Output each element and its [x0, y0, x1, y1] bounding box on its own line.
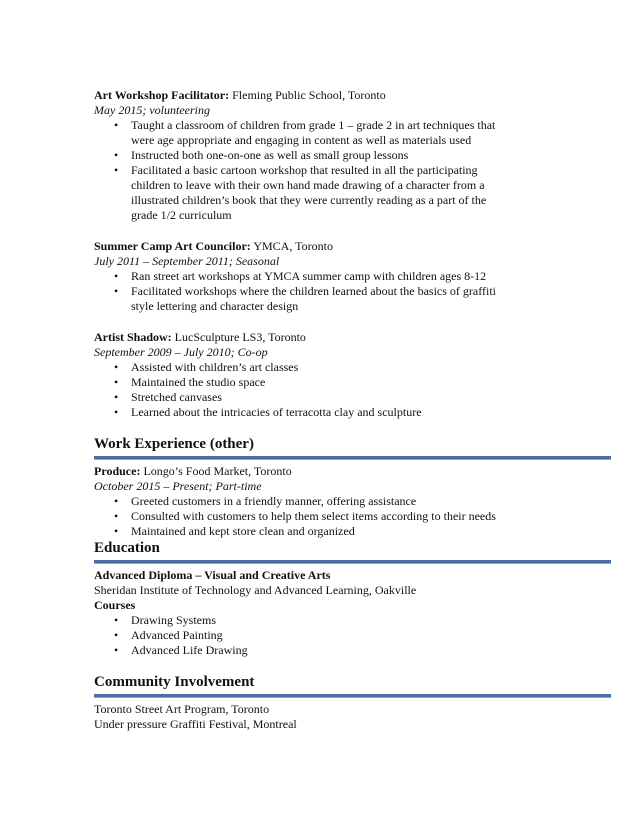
entry-bullets [94, 118, 614, 223]
bullet-item [94, 284, 614, 314]
bullet-text: illustrated children’s book that they were currently reading as a part of the [131, 193, 487, 207]
entry-title [94, 464, 614, 479]
bullet-text: grade 1/2 curriculum [131, 208, 232, 222]
section-heading-education: Education [94, 540, 160, 556]
section-heading-community: Community Involvement [94, 674, 255, 690]
bullet-item: • Assisted with children’s art classes [94, 360, 614, 375]
bullet-item: • Greeted customers in a friendly manner, offering assistance [94, 494, 614, 509]
entry-meta: May 2015; volunteering [94, 103, 210, 117]
course-item: • Drawing Systems [94, 613, 614, 628]
entry-role: Artist Shadow: [94, 330, 172, 344]
entry-bullets [94, 269, 614, 314]
community-item: Under pressure Graffiti Festival, Montreal [94, 717, 297, 731]
bullet-text: children to leave with their own hand made drawing of a character from a [131, 178, 485, 192]
bullet-item: • Ran street art workshops at YMCA summer camp with children ages 8-12 [94, 269, 614, 284]
section-rule [94, 456, 611, 460]
section-heading-work-other: Work Experience (other) [94, 436, 254, 452]
courses-label: Courses [94, 598, 136, 612]
entry-meta: October 2015 – Present; Part-time [94, 479, 262, 493]
bullet-item: • Maintained the studio space [94, 375, 614, 390]
degree-title: Advanced Diploma – Visual and Creative Arts [94, 568, 331, 582]
entry-role: Summer Camp Art Councilor: [94, 239, 251, 253]
entry-title [94, 330, 614, 345]
entry-org: YMCA, Toronto [250, 239, 333, 253]
entry-bullets [94, 360, 614, 420]
course-item: • Advanced Painting [94, 628, 614, 643]
entry-title [94, 239, 614, 254]
entry-bullets [94, 494, 614, 539]
course-list [94, 613, 614, 658]
bullet-item: • Maintained and kept store clean and organized [94, 524, 614, 539]
bullet-item [94, 163, 614, 223]
entry-meta: September 2009 – July 2010; Co-op [94, 345, 268, 359]
bullet-item: • Learned about the intricacies of terracotta clay and sculpture [94, 405, 614, 420]
community-item: Toronto Street Art Program, Toronto [94, 702, 270, 716]
section-rule [94, 560, 611, 564]
bullet-item: • Instructed both one-on-one as well as small group lessons [94, 148, 614, 163]
bullet-text: Taught a classroom of children from grade 1 – grade 2 in art techniques that [131, 118, 496, 132]
school-name: Sheridan Institute of Technology and Advanced Learning, Oakville [94, 583, 417, 597]
entry-title [94, 88, 614, 103]
resume-page [94, 88, 614, 732]
course-item: • Advanced Life Drawing [94, 643, 614, 658]
bullet-text: Facilitated a basic cartoon workshop that resulted in all the participating [131, 163, 478, 177]
entry-org: Longo’s Food Market, Toronto [140, 464, 292, 478]
bullet-text: Facilitated workshops where the children learned about the basics of graffiti [131, 284, 496, 298]
entry-role: Art Workshop Facilitator: [94, 88, 230, 102]
bullet-text: style lettering and character design [131, 299, 299, 313]
bullet-item: • Stretched canvases [94, 390, 614, 405]
bullet-text: were age appropriate and engaging in content as well as materials used [131, 133, 472, 147]
entry-org: LucSculpture LS3, Toronto [171, 330, 306, 344]
entry-role: Produce: [94, 464, 141, 478]
section-rule [94, 694, 611, 698]
entry-meta: July 2011 – September 2011; Seasonal [94, 254, 280, 268]
bullet-item [94, 118, 614, 148]
bullet-item: • Consulted with customers to help them select items according to their needs [94, 509, 614, 524]
entry-org: Fleming Public School, Toronto [229, 88, 386, 102]
